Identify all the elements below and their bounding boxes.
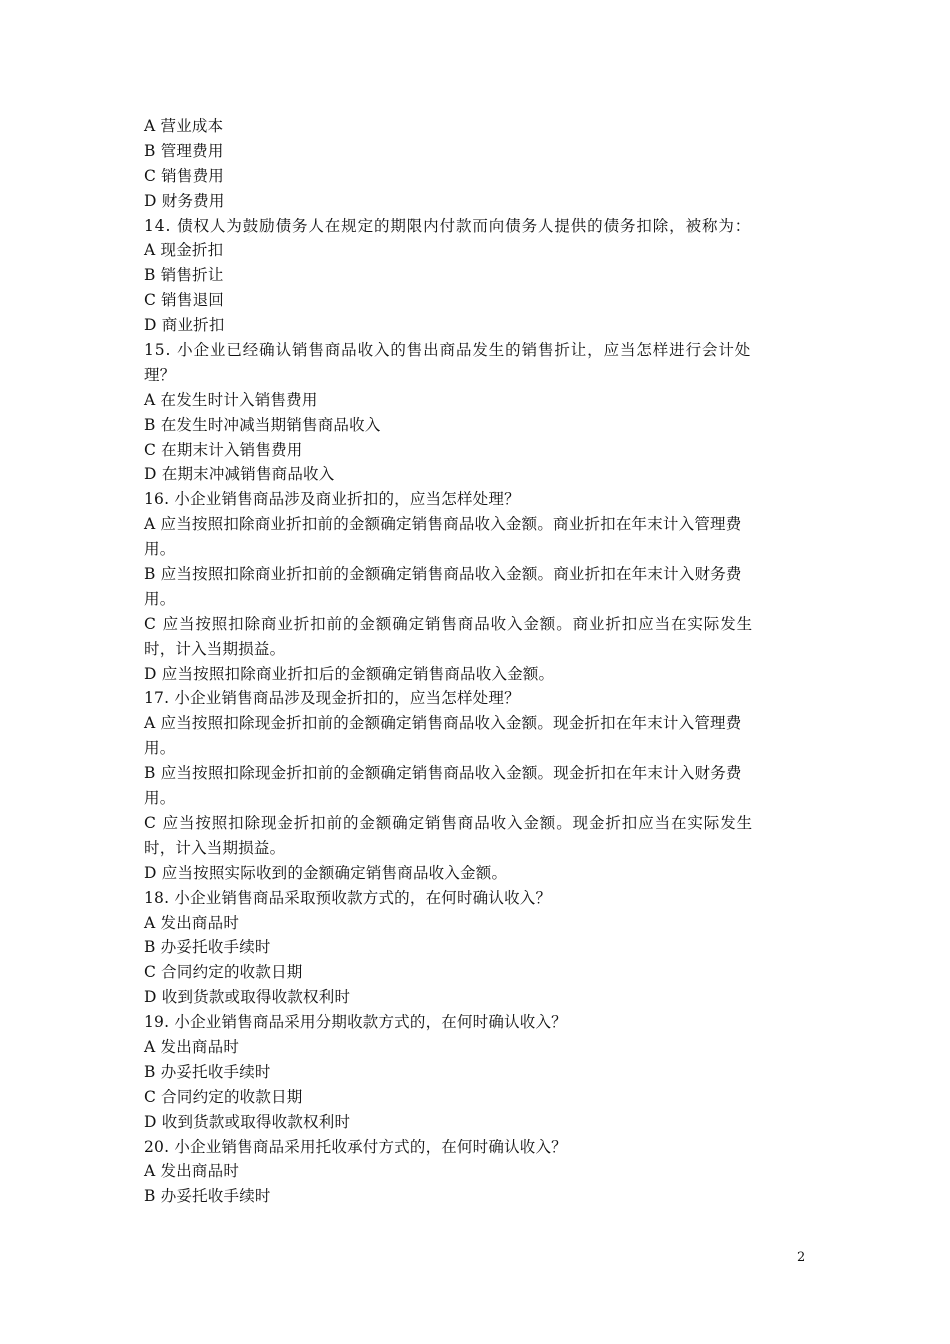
- option-line: A 应当按照扣除商业折扣前的金额确定销售商品收入金额。商业折扣在年末计入管理费: [144, 515, 742, 534]
- option-line: D 商业折扣: [144, 316, 225, 335]
- question-14: 14. 债权人为鼓励债务人在规定的期限内付款而向债务人提供的债务扣除，被称为：: [144, 216, 752, 235]
- option-line: C 销售费用: [144, 166, 224, 185]
- option-line: A 应当按照扣除现金折扣前的金额确定销售商品收入金额。现金折扣在年末计入管理费: [144, 714, 742, 733]
- option-line: A 发出商品时: [144, 913, 240, 932]
- option-line: B 应当按照扣除商业折扣前的金额确定销售商品收入金额。商业折扣在年末计入财务费: [144, 565, 742, 584]
- option-line: C 应当按照扣除商业折扣前的金额确定销售商品收入金额。商业折扣应当在实际发生: [144, 614, 753, 633]
- option-line: A 营业成本: [144, 117, 224, 135]
- option-line: C 应当按照扣除现金折扣前的金额确定销售商品收入金额。现金折扣应当在实际发生: [144, 813, 753, 832]
- option-line: D 收到货款或取得收款权利时: [144, 988, 351, 1007]
- option-line: B 管理费用: [144, 141, 224, 160]
- option-line: B 应当按照扣除现金折扣前的金额确定销售商品收入金额。现金折扣在年末计入财务费: [144, 764, 742, 783]
- question-20: 20. 小企业销售商品采用托收承付方式的，在何时确认收入？: [144, 1137, 567, 1156]
- option-line: D 收到货款或取得收款权利时: [144, 1112, 351, 1131]
- question-15-continued: 理？: [144, 365, 176, 384]
- option-line: C 在期末计入销售费用: [144, 440, 303, 459]
- option-line: C 销售退回: [144, 291, 224, 310]
- option-line: A 发出商品时: [144, 1162, 240, 1181]
- option-line-continued: 时，计入当期损益。: [144, 639, 286, 658]
- option-line-continued: 用。: [144, 589, 176, 608]
- option-line: A 发出商品时: [144, 1037, 240, 1056]
- option-line: B 销售折让: [144, 266, 224, 285]
- option-line-continued: 时，计入当期损益。: [144, 838, 286, 857]
- option-line: B 在发生时冲减当期销售商品收入: [144, 415, 381, 434]
- option-line-continued: 用。: [144, 739, 176, 758]
- option-line: A 在发生时计入销售费用: [144, 390, 318, 409]
- option-line: D 应当按照实际收到的金额确定销售商品收入金额。: [144, 863, 508, 882]
- question-15: 15. 小企业已经确认销售商品收入的售出商品发生的销售折让，应当怎样进行会计处: [144, 341, 752, 360]
- option-line: C 合同约定的收款日期: [144, 1087, 303, 1106]
- option-line: A 现金折扣: [144, 241, 224, 260]
- option-line: B 办妥托收手续时: [144, 938, 271, 957]
- question-16: 16. 小企业销售商品涉及商业折扣的，应当怎样处理？: [144, 490, 520, 509]
- option-line-continued: 用。: [144, 789, 176, 808]
- question-17: 17. 小企业销售商品涉及现金折扣的，应当怎样处理？: [144, 689, 520, 708]
- option-line: B 办妥托收手续时: [144, 1187, 271, 1206]
- option-line: D 在期末冲减销售商品收入: [144, 465, 335, 484]
- option-line: B 办妥托收手续时: [144, 1062, 271, 1081]
- question-19: 19. 小企业销售商品采用分期收款方式的，在何时确认收入？: [144, 1013, 567, 1032]
- question-18: 18. 小企业销售商品采取预收款方式的，在何时确认收入？: [144, 888, 552, 907]
- option-line: D 应当按照扣除商业折扣后的金额确定销售商品收入金额。: [144, 664, 555, 683]
- document-body: [144, 114, 814, 1209]
- option-line: D 财务费用: [144, 191, 225, 210]
- option-line: C 合同约定的收款日期: [144, 963, 303, 982]
- option-line-continued: 用。: [144, 540, 176, 559]
- page-number: 2: [797, 1250, 806, 1265]
